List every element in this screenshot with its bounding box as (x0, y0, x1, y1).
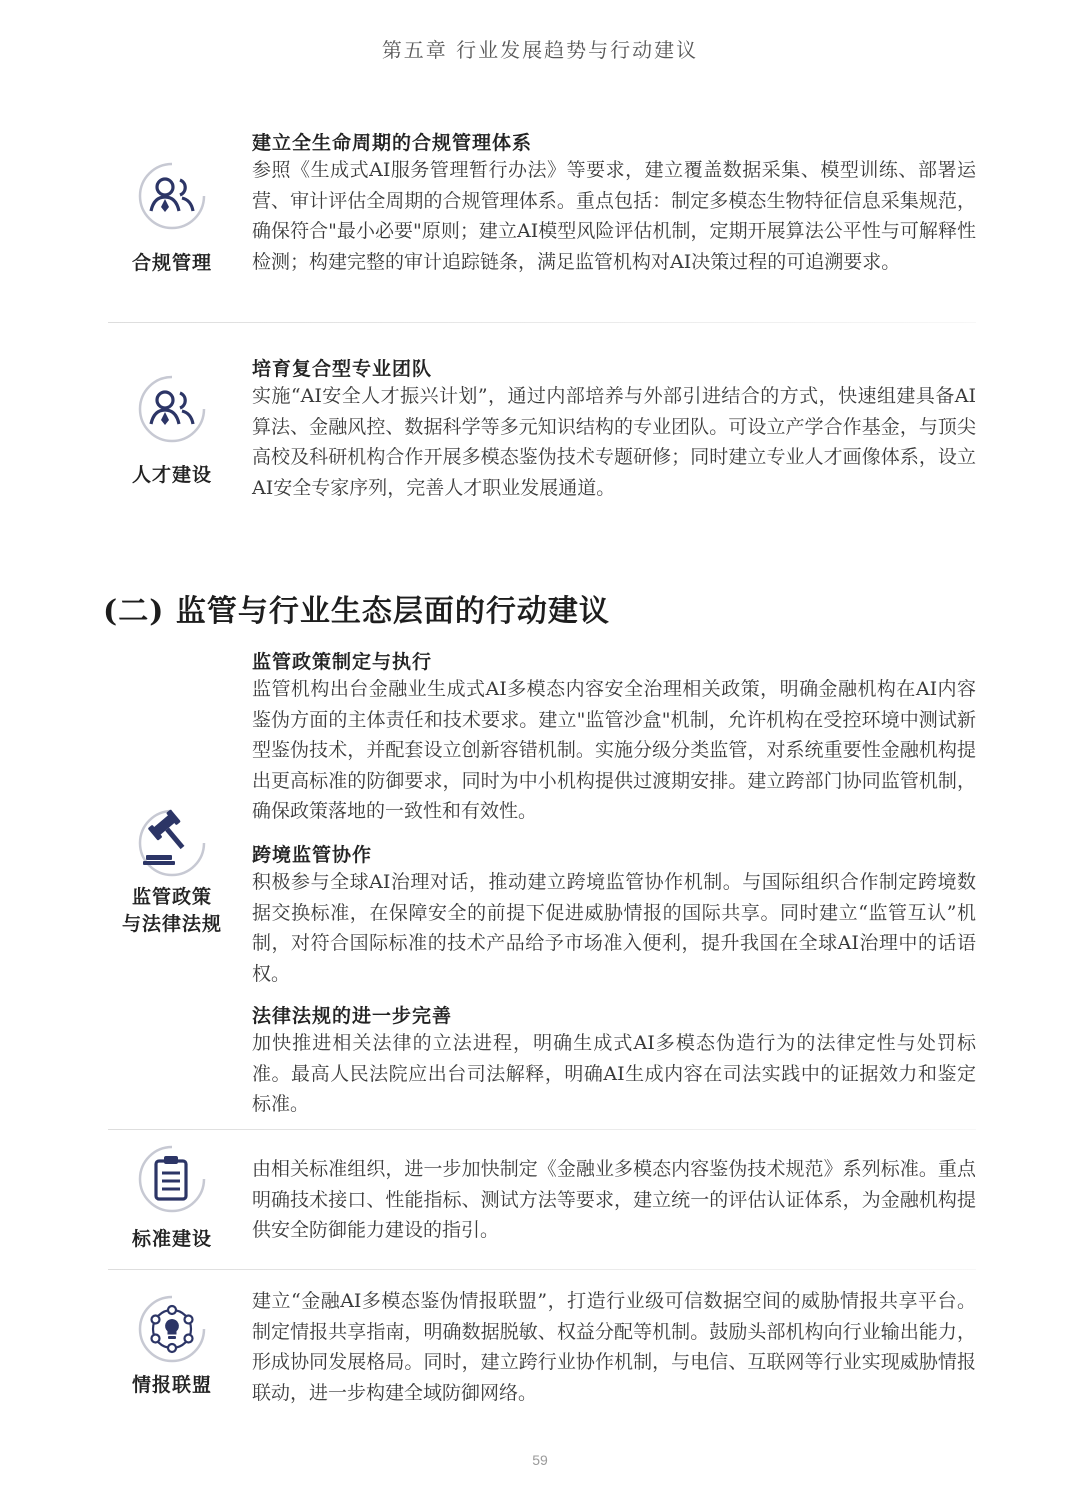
section-title: (二) 监管与行业生态层面的行动建议 (103, 594, 610, 629)
page-number: 59 (532, 1452, 548, 1468)
divider (108, 1269, 976, 1270)
category-intel: 情报联盟 (131, 1374, 212, 1396)
chapter-header: 第五章 行业发展趋势与行动建议 (381, 38, 699, 62)
regulation-item-text: 积极参与全球AI治理对话，推动建立跨境监管协作机制。与国际组织合作制定跨境数据交换标准，在保障安全的前提下促进威胁情报的国际共享。同时建立“监管互认”机制，对符合国际标准的技术产品给予市场准入便利，提升我国在全球AI治理中的话语权。 (252, 871, 976, 985)
category-talent: 人才建设 (131, 464, 212, 486)
divider (108, 1129, 976, 1130)
category-compliance: 合规管理 (131, 252, 212, 274)
clipboard-list-icon (134, 1141, 210, 1217)
people-group-icon (134, 158, 210, 234)
category-regulation-line1: 监管政策 (131, 886, 212, 908)
regulation-item-text: 加快推进相关法律的立法进程，明确生成式AI多模态伪造行为的法律定性与处罚标准。最高人民法院应出台司法解释，明确AI生成内容在司法实践中的证据效力和鉴定标准。 (252, 1032, 976, 1115)
compliance-text: 参照《生成式AI服务管理暂行办法》等要求，建立覆盖数据采集、模型训练、部署运营、审计评估全周期的合规管理体系。重点包括：制定多模态生物特征信息采集规范，确保符合"最小必要"原则；建立AI模型风险评估机制，定期开展算法公平性与可解释性检测；构建完整的审计追踪链条，满足监管机构对AI决策过程的可追溯要求。 (252, 159, 976, 273)
regulation-item-title: 跨境监管协作 (252, 844, 373, 866)
gavel-icon (134, 805, 210, 881)
category-standards: 标准建设 (131, 1228, 212, 1250)
divider (108, 322, 976, 323)
lightbulb-network-icon (134, 1291, 210, 1367)
standards-text: 由相关标准组织，进一步加快制定《金融业多模态内容鉴伪技术规范》系列标准。重点明确技术接口、性能指标、测试方法等要求，建立统一的评估认证体系，为金融机构提供安全防御能力建设的指引。 (252, 1158, 976, 1241)
regulation-item-title: 监管政策制定与执行 (252, 651, 433, 673)
talent-title: 培育复合型专业团队 (252, 358, 433, 380)
category-regulation (102, 884, 242, 938)
regulation-item-text: 监管机构出台金融业生成式AI多模态内容安全治理相关政策，明确金融机构在AI内容鉴伪方面的主体责任和技术要求。建立"监管沙盒"机制，允许机构在受控环境中测试新型鉴伪技术，并配套设立创新容错机制。实施分级分类监管，对系统重要性金融机构提出更高标准的防御要求，同时为中小机构提供过渡期安排。建立跨部门协同监管机制，确保政策落地的一致性和有效性。 (252, 678, 976, 822)
category-regulation-line2: 与法律法规 (121, 913, 222, 935)
people-group-icon (134, 371, 210, 447)
talent-text: 实施“AI安全人才振兴计划”，通过内部培养与外部引进结合的方式，快速组建具备AI算法、金融风控、数据科学等多元知识结构的专业团队。可设立产学合作基金，与顶尖高校及科研机构合作开展多模态鉴伪技术专题研修；同时建立专业人才画像体系，设立AI安全专家序列，完善人才职业发展通道。 (252, 385, 976, 499)
intel-text: 建立“金融AI多模态鉴伪情报联盟”，打造行业级可信数据空间的威胁情报共享平台。制定情报共享指南，明确数据脱敏、权益分配等机制。鼓励头部机构向行业输出能力，形成协同发展格局。同时，建立跨行业协作机制，与电信、互联网等行业实现威胁情报联动，进一步构建全域防御网络。 (252, 1290, 976, 1404)
compliance-title: 建立全生命周期的合规管理体系 (252, 132, 533, 154)
regulation-item-title: 法律法规的进一步完善 (252, 1005, 453, 1027)
